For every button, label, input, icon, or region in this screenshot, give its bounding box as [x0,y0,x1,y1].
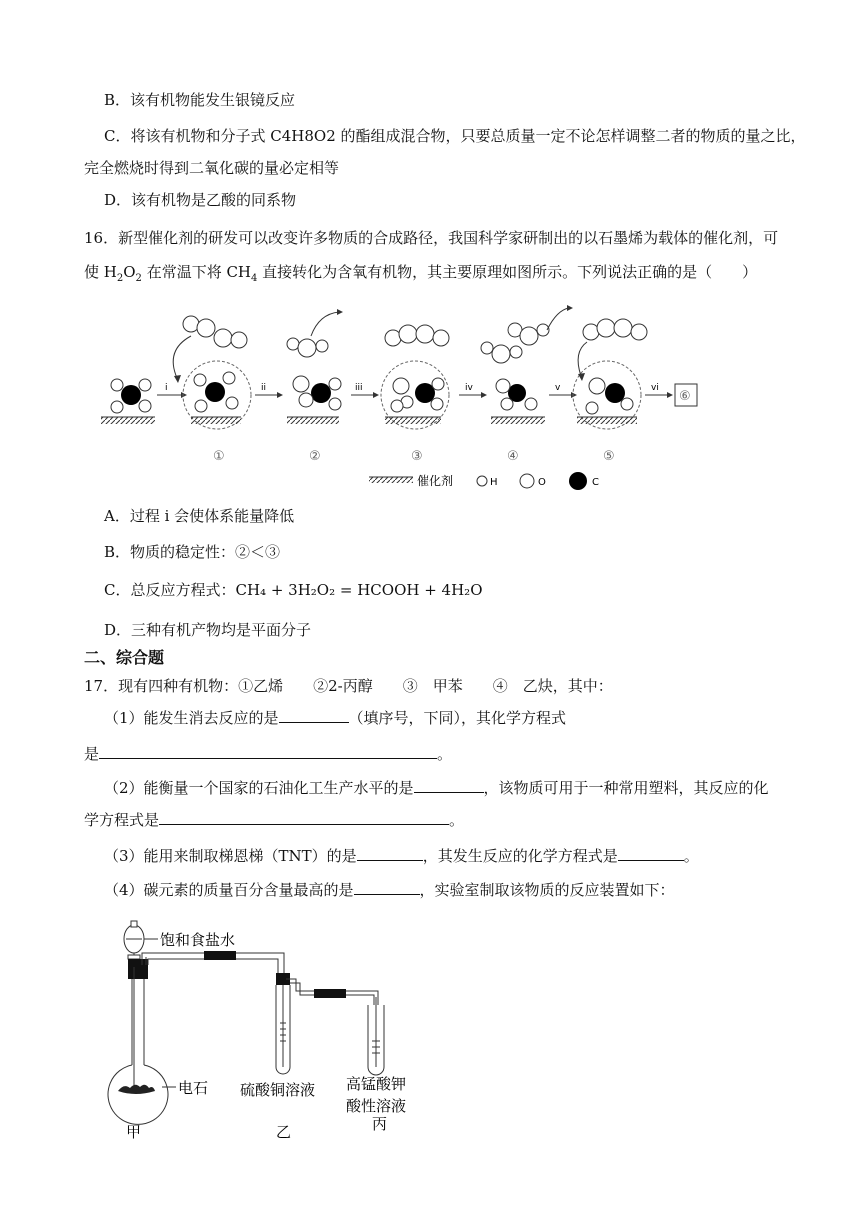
step-label-iv: iv [465,383,473,393]
answer-blank-2a[interactable] [414,778,484,793]
stage-initial [101,379,155,424]
step-label-v: v [555,383,561,393]
q15-option-c-line1: C．将该有机物和分子式 C4H8O2 的酯组成混合物，只要总质量一定不论怎样调整二者的物质的量之比， [104,127,806,145]
stage-label-5: ⑤ [603,449,615,464]
step-label-ii: ii [261,383,267,393]
q15-option-c-line2: 完全燃烧时得到二氧化碳的量必定相等 [84,159,340,177]
q17-part2-line2: 学方程式是 。 [84,811,465,829]
answer-blank-4a[interactable] [354,880,420,895]
stage-5 [573,319,647,464]
q16-option-b: B．物质的稳定性：②＜③ [104,543,281,561]
answer-blank-1a[interactable] [279,708,349,723]
label-saturated-brine: 饱和食盐水 [160,931,236,949]
stage-1 [173,316,251,464]
test-tube-copper-sulfate [276,973,290,1074]
q17-intro: 17．现有四种有机物：①乙烯 ②2-丙醇 ③ 甲苯 ④ 乙炔，其中： [84,677,613,695]
q16-option-c: C．总反应方程式：CH₄ + 3H₂O₂ = HCOOH + 4H₂O [104,581,483,599]
q17-part4: （4）碳元素的质量百分含量最高的是 ，实验室制取该物质的反应装置如下： [104,881,675,899]
q17-part1: （1）能发生消去反应的是 （填序号，下同），其化学方程式 [104,709,567,727]
q16-option-a: A．过程 i 会使体系能量降低 [104,507,295,525]
q17-part1-line2: 是 。 [84,745,453,763]
label-calcium-carbide: 电石 [178,1079,209,1097]
label-copper-sulfate: 硫酸铜溶液 [240,1081,316,1099]
test-tube-permanganate [368,997,384,1075]
legend-o: O [538,477,546,488]
stage-2 [287,309,343,464]
stage-label-3: ③ [411,449,423,464]
answer-blank-3a[interactable] [357,846,423,861]
q16-stem-line2: 使 $H_2O_2$ 在常温下将 $CH_4$ 直接转化为含氧有机物，其主要原理如图所示。下列说法正确的是（ ） [84,263,758,284]
q15-option-b: B．该有机物能发生银镜反应 [104,91,296,109]
label-vessel-yi: 乙 [276,1123,292,1141]
answer-blank-1b[interactable] [99,744,437,759]
stage-3 [381,325,449,464]
label-permanganate-1: 高锰酸钾 [346,1075,407,1093]
answer-blank-2b[interactable] [159,810,449,825]
q17-part3: （3）能用来制取梯恩梯（TNT）的是 ，其发生反应的化学方程式是 。 [104,847,699,865]
catalysis-mechanism-diagram [95,300,735,500]
total-reaction-equation: CH₄ + 3H₂O₂ = HCOOH + 4H₂O [235,581,483,599]
label-permanganate-2: 酸性溶液 [346,1097,407,1115]
stage-label-6: ⑥ [679,389,691,404]
legend-h: H [490,477,498,488]
q16-option-d: D．三种有机产物均是平面分子 [104,621,312,639]
section-title: 二、综合题 [84,648,165,667]
stage-label-2: ② [309,449,321,464]
step-label-i: i [165,383,168,393]
step-label-vi: vi [651,383,659,393]
q16-stem-line1: 16．新型催化剂的研发可以改变许多物质的合成路径，我国科学家研制出的以石墨烯为载体的催化剂，可 [84,229,779,247]
answer-blank-3b[interactable] [618,846,684,861]
acetylene-apparatus-diagram [100,915,440,1145]
q15-option-d: D．该有机物是乙酸的同系物 [104,191,297,209]
round-bottom-flask [108,959,168,1124]
stage-label-1: ① [213,449,225,464]
step-label-iii: iii [355,383,363,393]
diagram-legend [369,472,599,490]
legend-c: C [592,477,599,488]
label-vessel-bing: 丙 [372,1115,388,1133]
stage-label-4: ④ [507,449,519,464]
label-vessel-jia: 甲 [126,1123,142,1141]
q17-part2: （2）能衡量一个国家的石油化工生产水平的是 ，该物质可用于一种常用塑料，其反应的化 [104,779,769,797]
legend-catalyst: 催化剂 [417,474,454,488]
